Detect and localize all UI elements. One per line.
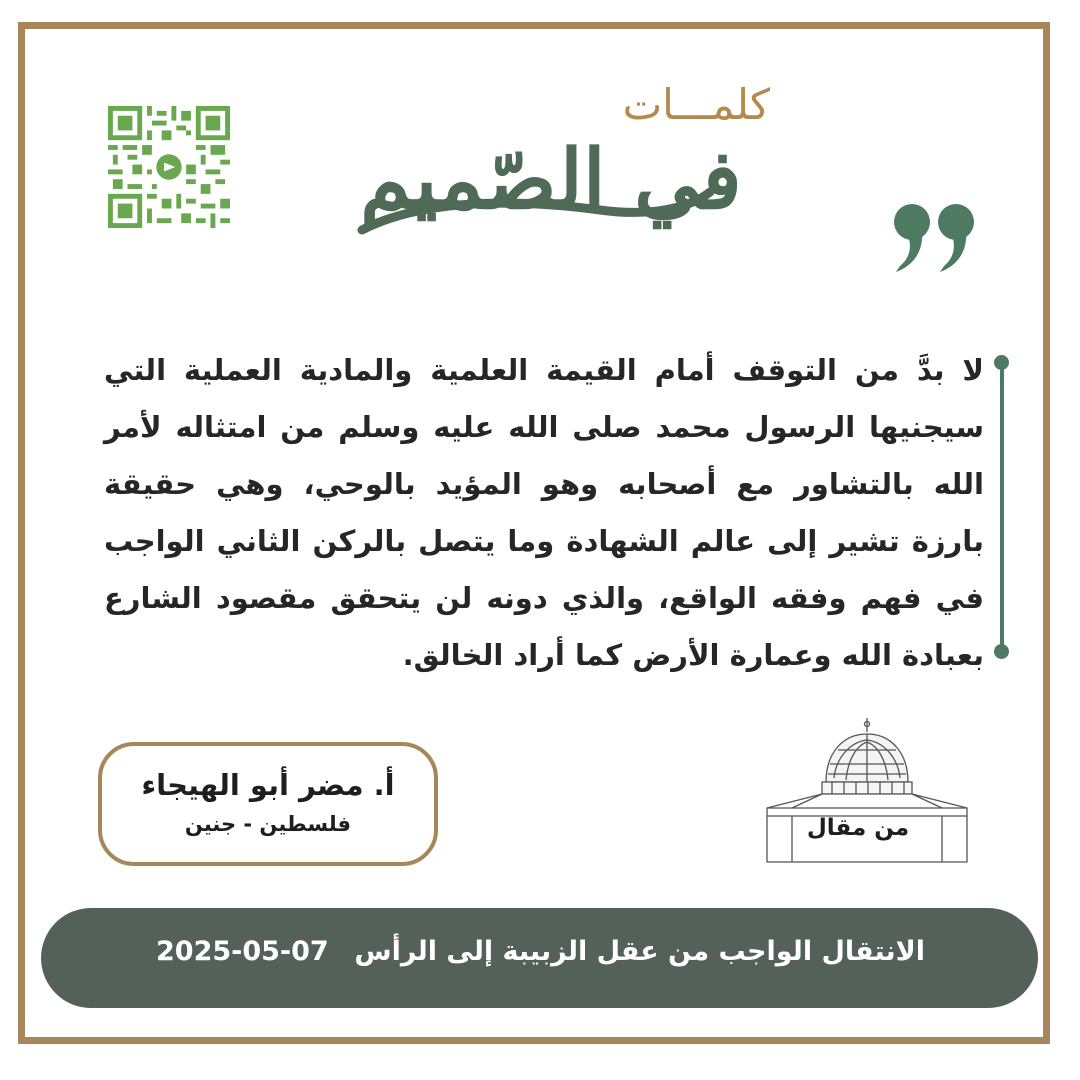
- dome-of-the-rock-icon: [762, 716, 972, 866]
- accent-dot-top: [994, 355, 1009, 370]
- accent-dot-bottom: [994, 644, 1009, 659]
- qr-code-icon[interactable]: [108, 106, 230, 228]
- author-place: فلسطين - جنين: [184, 812, 352, 836]
- quote-text: لا بدَّ من التوقف أمام القيمة العلمية والمادية العملية التي سيجنيها الرسول محمد صلى الله عليه وسلم من امتثاله لأمر الله بالتشاور مع أصحابه وهو المؤيد بالوحي، وهي حقيقة بارزة تشير إلى عالم الشهادة وما يتصل بالركن الثاني الواجب في فهم وفقه الواقع، والذي دونه لن يتحقق مقصود الشارع بعبادة الله وعمارة الأرض كما أراد الخالق.: [104, 353, 984, 672]
- source-label: من مقال: [806, 815, 910, 841]
- article-title: الانتقال الواجب من عقل الزبيبة إلى الرأس: [354, 936, 925, 967]
- author-card: [98, 742, 438, 866]
- brand-logo: [350, 80, 770, 250]
- quote-accent-line: [1000, 362, 1004, 652]
- logo-big-text: في الصّميم: [360, 132, 742, 228]
- logo-small-text: كلمـــات: [622, 80, 770, 129]
- article-date: 2025-05-07: [156, 936, 329, 967]
- author-name: أ. مضر أبو الهيجاء: [141, 768, 395, 802]
- closing-quote-icon: [888, 198, 980, 278]
